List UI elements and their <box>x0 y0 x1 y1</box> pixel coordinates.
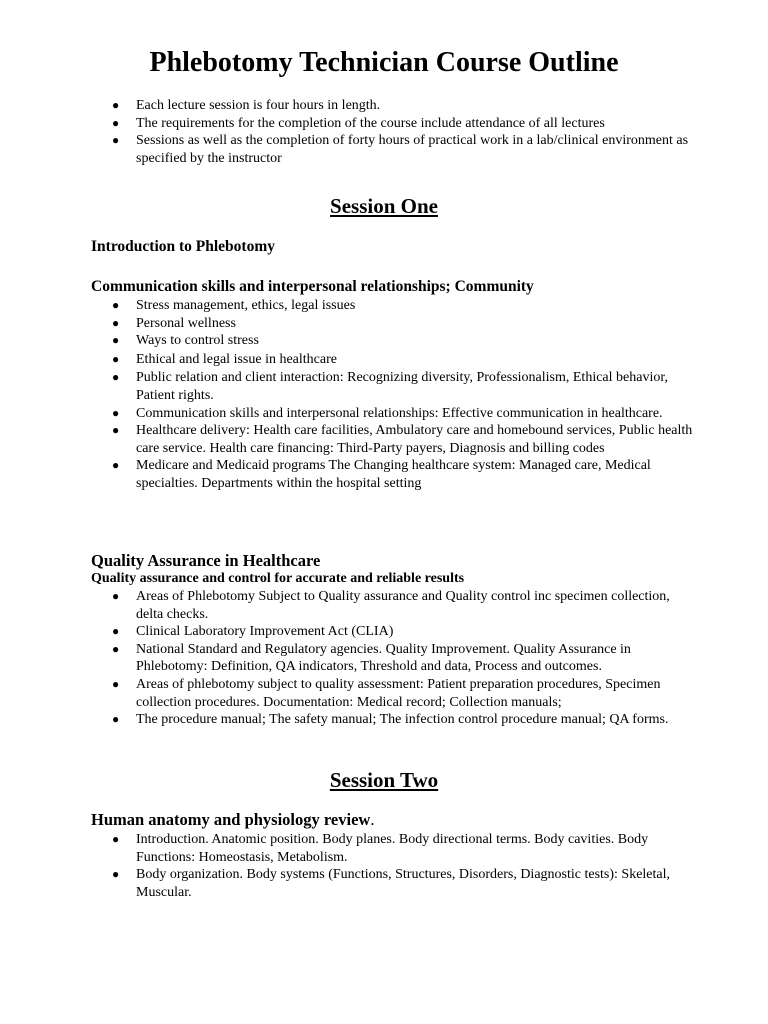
bullet-icon: ● <box>112 351 120 366</box>
section-heading-session-two: Session Two <box>329 768 439 792</box>
list-item: ● Areas of phlebotomy subject to quality assessment: Patient preparation procedures, Specimen collection procedures. Documentation: Medical record; Collection manuals; <box>112 676 661 710</box>
bullet-icon: ● <box>112 115 120 130</box>
bullet-icon: ● <box>112 298 120 312</box>
bullet-icon: ● <box>112 589 120 603</box>
topic-heading-quality: Quality Assurance in Healthcare <box>91 551 321 570</box>
list-item: ● Public relation and client interaction: Recognizing diversity, Professionalism, Ethical behavior, Patient rights. <box>112 370 668 403</box>
document-title: Phlebotomy Technician Course Outline <box>149 47 619 78</box>
list-item: ● Areas of Phlebotomy Subject to Quality assurance and Quality control inc specimen collection, delta checks. <box>112 589 670 622</box>
bullet-icon: ● <box>112 867 120 882</box>
bullet-icon: ● <box>112 98 120 112</box>
bullet-icon: ● <box>112 458 120 473</box>
bullet-icon: ● <box>112 712 120 727</box>
bullet-icon: ● <box>112 676 120 691</box>
topic-heading-intro: Introduction to Phlebotomy <box>91 238 276 255</box>
communication-bullet-list <box>0 297 768 493</box>
bullet-icon: ● <box>112 832 120 846</box>
bullet-icon: ● <box>112 405 120 420</box>
list-item: ● Personal wellness <box>112 315 236 331</box>
quality-bullet-list <box>0 588 768 729</box>
list-item: ● Each lecture session is four hours in length. <box>112 98 381 113</box>
list-item: ● National Standard and Regulatory agencies. Quality Improvement. Quality Assurance in Phlebotomy: Definition, QA indicators, Threshold and data, Process and outcomes. <box>112 641 631 675</box>
list-item: ● The requirements for the completion of the course include attendance of all lectures <box>112 115 605 131</box>
list-item: ● Clinical Laboratory Improvement Act (CLIA) <box>112 624 394 640</box>
list-item: ● Introduction. Anatomic position. Body planes. Body directional terms. Body cavities. Body Functions: Homeostasis, Metabolism. <box>112 832 649 865</box>
bullet-icon: ● <box>112 315 120 330</box>
list-item: ● Stress management, ethics, legal issues <box>112 298 356 313</box>
list-item: ● Ethical and legal issue in healthcare <box>112 351 337 367</box>
bullet-icon: ● <box>112 423 120 438</box>
list-item: ● Body organization. Body systems (Functions, Structures, Disorders, Diagnostic tests): Skeletal, Muscular. <box>112 867 671 900</box>
bullet-icon: ● <box>112 333 120 348</box>
intro-bullet-list <box>0 97 768 167</box>
list-item: ● Medicare and Medicaid programs The Changing healthcare system: Managed care, Medical specialties. Departments within the hospital setting <box>112 458 651 491</box>
list-item: ● Ways to control stress <box>112 333 259 349</box>
topic-subheading-quality: Quality assurance and control for accurate and reliable results <box>91 571 465 586</box>
list-item: ● The procedure manual; The safety manual; The infection control procedure manual; QA forms. <box>112 712 669 728</box>
bullet-icon: ● <box>112 370 120 385</box>
topic-heading-anatomy: Human anatomy and physiology review. <box>91 810 375 829</box>
anatomy-bullet-list <box>0 831 768 901</box>
section-heading-session-one: Session One <box>330 194 438 218</box>
bullet-icon: ● <box>112 624 120 639</box>
list-item: ● Healthcare delivery: Health care facilities, Ambulatory care and homebound services, Public health care service. Health care financing: Third-Party payers, Diagnosis and billing codes <box>112 423 693 456</box>
topic-heading-communication: Communication skills and interpersonal relationships; Community <box>91 278 534 295</box>
bullet-icon: ● <box>112 641 120 656</box>
list-item: ● Communication skills and interpersonal relationships: Effective communication in healthcare. <box>112 405 663 421</box>
list-item: ● Sessions as well as the completion of forty hours of practical work in a lab/clinical environment as specified by the instructor <box>112 133 689 166</box>
bullet-icon: ● <box>112 133 120 148</box>
